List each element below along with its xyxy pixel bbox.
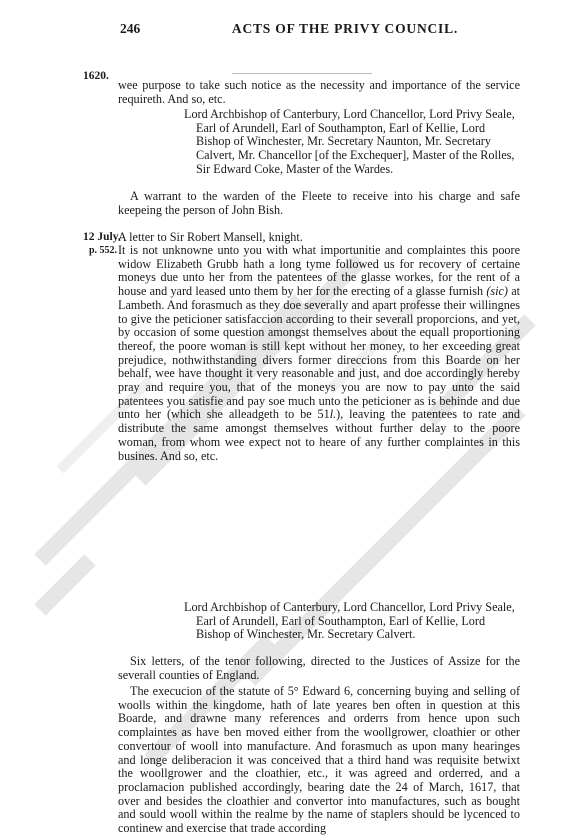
margin-date: 12 July. [83,231,121,243]
paragraph-grubb-letter [118,244,520,463]
margin-page-ref: p. 552. [89,245,118,256]
grubb-text-a: It is not unknowne unto you with what importunitie and complaintes this poore widow Elizabeth Grubb hath a long tyme followed us for recovery of certaine moneys due unto her from the patentees of the glasse workes, for the rent of a house and yard leased unto them by her for the erecting of a glasse furnish [118,243,520,299]
grubb-text-b: at Lambeth. And forasmuch as they doe severally and apart professe their willingnes to give the peticioner satisfaccion according to their severall proporcions, and yet, by occasion of some question amongst themselves about the equall proportioning thereof, the poore woman is still kept without her money, to her exceeding great prejudice, nothwithstanding divers former direccions from this Boarde on her behalf, wee have thought it very reasonable and just, and doe accordingly hereby pray and require you, that of the moneys you are now to pay unto the said patentees you satisfie and pay soe much unto the peticioner as is behinde and due unto her (which she alleadgeth to be 51 [118,284,520,422]
paragraph-statute-woolls: The execucion of the statute of 5° Edward 6, concerning buying and selling of woolls within the kingdome, hath of late yeares ben often in question at this Boarde, and drawne many references and orderrs from hence upon such complaintes as have ben moved either from the woollgrower, cloathier or other convertour of wooll into manufacture. And forasmuch as upon many hearinges and longe deliberacion it was conceived that a third hand was requisite betwixt the woollgrower and the cloathier, etc., it was agreed and orderred, and a proclamacion published accordingly, bearing date the 24 of March, 1617, that over and besides the cloathier and convertor into manufactures, such as bought and sould wooll within the realme by the name of staplers should be lycenced to continew and exercise that trade according [118,684,520,836]
paragraph-warrant-fleete: A warrant to the warden of the Fleete to receive into his charge and safe keepeing the person of John Bish. [118,189,520,217]
margin-year: 1620. [83,70,109,82]
paragraph-six-letters: Six letters, of the tenor following, directed to the Justices of Assize for the severall counties of England. [118,654,520,682]
page-number: 246 [120,21,141,36]
paragraph-service: wee purpose to take such notice as the necessity and importance of the service requireth. And so, etc. [118,78,520,106]
signatories-1: Lord Archbishop of Canterbury, Lord Chancellor, Lord Privy Seale, Earl of Arundell, Earl of Southampton, Earl of Kellie, Lord Bishop of Winchester, Mr. Secretary Naunton, Mr. Secretary Calvert, Mr. Chancellor [of the Exchequer], Master of the Rolles, Sir Edward Coke, Master of the Wardes. [184,107,515,176]
signatories-2: Lord Archbishop of Canterbury, Lord Chancellor, Lord Privy Seale, Earl of Arundell, Earl of Southampton, Earl of Kellie, Lord Bishop of Winchester, Mr. Secretary Calvert. [184,600,515,642]
running-title: ACTS OF THE PRIVY COUNCIL. [231,21,459,36]
sic-note: (sic) [486,284,508,299]
grubb-text-c: ), leaving the patentees to rate and distribute the same amongst themselves without further delay to the poore woman, from whom wee expect not to heare of any further complaintes in this busines. And so, etc. [118,407,520,463]
paragraph-letter-mansell: A letter to Sir Robert Mansell, knight. [118,230,303,244]
header-rule [232,73,372,74]
pounds-abbrev: l. [329,407,337,422]
